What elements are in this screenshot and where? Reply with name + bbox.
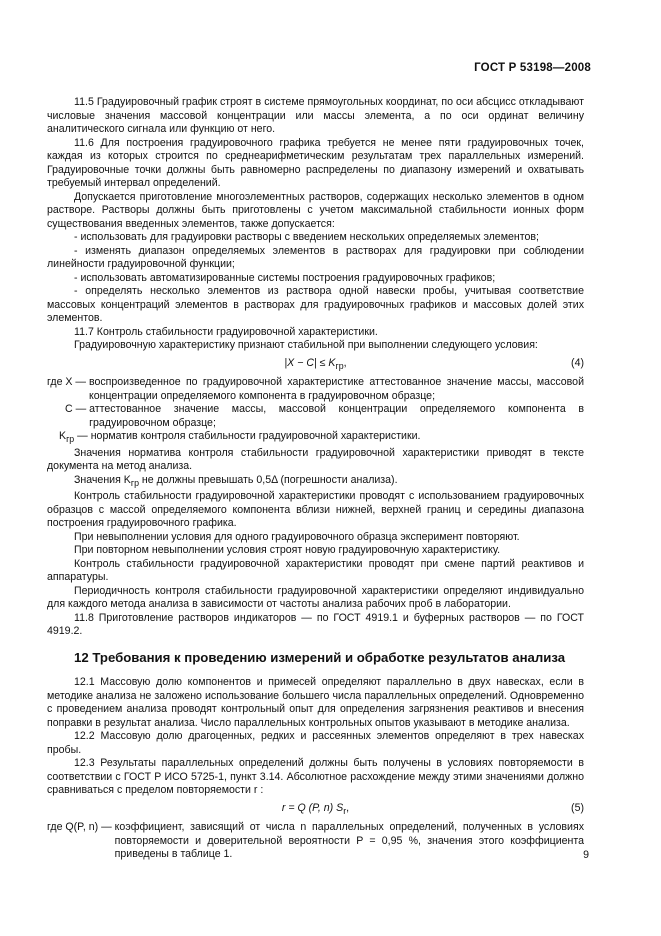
clause-11-5: 11.5 Градуировочный график строят в системе прямоугольных координат, по оси абсцисс откладывают числовые значения массовой концентрации или массы элемента, а по оси ординат величину аналитического сигнала или функцию от него. <box>47 96 584 135</box>
clause-11-6: 11.6 Для построения градуировочного графика требуется не менее пяти градуировочных точек, каждая из которых строится по среднеарифметическим результатам трех параллельных измерений. Градуировочные точки должны быть равномерно распределены по диапазону измерений и охватывать требуемый интервал определений. <box>47 136 584 189</box>
clause-11-8: 11.8 Приготовление растворов индикаторов — по ГОСТ 4919.1 и буферных растворов — по ГОСТ 4919.2. <box>47 611 584 638</box>
paragraph-fail-once: При невыполнении условия для одного градуировочного образца эксперимент повторяют. <box>74 530 520 543</box>
list-item: - изменять диапазон определяемых элементов в растворах для градуировки при соблюдении линейности градуировочной функции; <box>47 244 584 270</box>
paragraph-period: Периодичность контроля стабильности градуировочной характеристики определяют индивидуально для каждого метода анализа в зависимости от частоты анализа рабочих проб в лаборатории. <box>47 584 584 611</box>
definition-text: коэффициент, зависящий от числа n параллельных определений, полученных в условиях повторяемости и доверительной вероятности P = 0,95 %, значения этого коэффициента приведены в таблице 1. <box>114 821 584 861</box>
paragraph-fail-twice: При повторном невыполнении условия строят новую градуировочную характеристику. <box>74 544 501 557</box>
page-number: 9 <box>583 849 589 861</box>
definition-term: где Q(P, n) — <box>47 821 115 834</box>
clause-11-7: 11.7 Контроль стабильности градуировочной характеристики. <box>74 325 378 338</box>
definition-x <box>47 376 584 403</box>
clause-12-3: 12.3 Результаты параллельных определений должны быть получены в условиях повторяемости в соответствии с ГОСТ Р ИСО 5725-1, пункт 3.14. Абсолютное расхождение между этими значениями должно сравниваться с пределом повторяемости r : <box>47 757 584 797</box>
definition-c <box>47 403 584 430</box>
paragraph-k-values: Значения $K_{гр}$ не должны превышать 0,5Δ (погрешности анализа). <box>74 473 398 488</box>
definition-text: воспроизведенное по градуировочной характеристике аттестованное значение массы, массовой концентрации определяемого компонента в градуировочном образце; <box>88 376 584 402</box>
list-item: - использовать автоматизированные системы построения градуировочных графиков; <box>74 271 496 284</box>
definition-q <box>47 821 584 862</box>
paragraph-change: Контроль стабильности градуировочной характеристики проводят при смене партий реактивов и аппаратуры. <box>47 557 584 584</box>
clause-12-1: 12.1 Массовую долю компонентов и примесей определяют параллельно в двух навесках, если в методике анализа не заложено использование большего числа параллельных определений. Одновременно с проведением анализа проводят контрольный опыт для определения загрязнения реактивов и внесения поправки в результат анализа. Число параллельных контрольных опытов указывают в методике анализа. <box>47 676 584 729</box>
paragraph-norm: Значения норматива контроля стабильности градуировочной характеристики приводят в тексте документа на метод анализа. <box>47 446 584 473</box>
formula-4 <box>47 357 584 374</box>
definition-text: аттестованное значение массы, массовой концентрации определяемого компонента в градуировочном образце; <box>89 403 584 429</box>
page-content <box>47 96 584 862</box>
definition-term: C — <box>65 403 90 416</box>
paragraph-allow: Допускается приготовление многоэлементных растворов, содержащих несколько элементов в одном растворе. Растворы должны быть приготовлены с учетом максимальной стабильности ионных форм существования введенных элементов, также допускается: <box>47 190 584 230</box>
definition-k: $K_{гр}$ — норматив контроля стабильности градуировочной характеристики. <box>59 430 421 445</box>
formula-5 <box>47 802 584 819</box>
formula-4-number: (4) <box>571 356 584 369</box>
definition-term: где X — <box>47 376 89 389</box>
section-12-title: 12 Требования к проведению измерений и обработке результатов анализа <box>74 649 566 665</box>
clause-12-2: 12.2 Массовую долю драгоценных, редких и рассеянных элементов определяют в трех навесках пробы. <box>47 730 584 756</box>
formula-5-expression: r = Q (P, n) $S_r$, <box>281 801 350 816</box>
standard-header: ГОСТ Р 53198—2008 <box>474 62 591 74</box>
list-item: - использовать для градуировки растворы с введением нескольких определяемых элементов; <box>74 231 539 243</box>
formula-4-expression: $|X - C| \le K_{гр}$, <box>284 356 347 371</box>
paragraph-stable-condition: Градуировочную характеристику признают стабильной при выполнении следующего условия: <box>74 339 538 351</box>
paragraph-control: Контроль стабильности градуировочной характеристики проводят с использованием градуировочных образцов с массой определяемого компонента вблизи нижней, верхней границ и середины диапазона построения градуировочного графика. <box>47 490 584 530</box>
formula-5-number: (5) <box>571 801 584 814</box>
list-item: - определять несколько элементов из раствора одной навески пробы, учитывая соответствие массовых концентраций элементов в растворах для градуировочных графиков и массовых долей этих элементов. <box>47 285 584 324</box>
